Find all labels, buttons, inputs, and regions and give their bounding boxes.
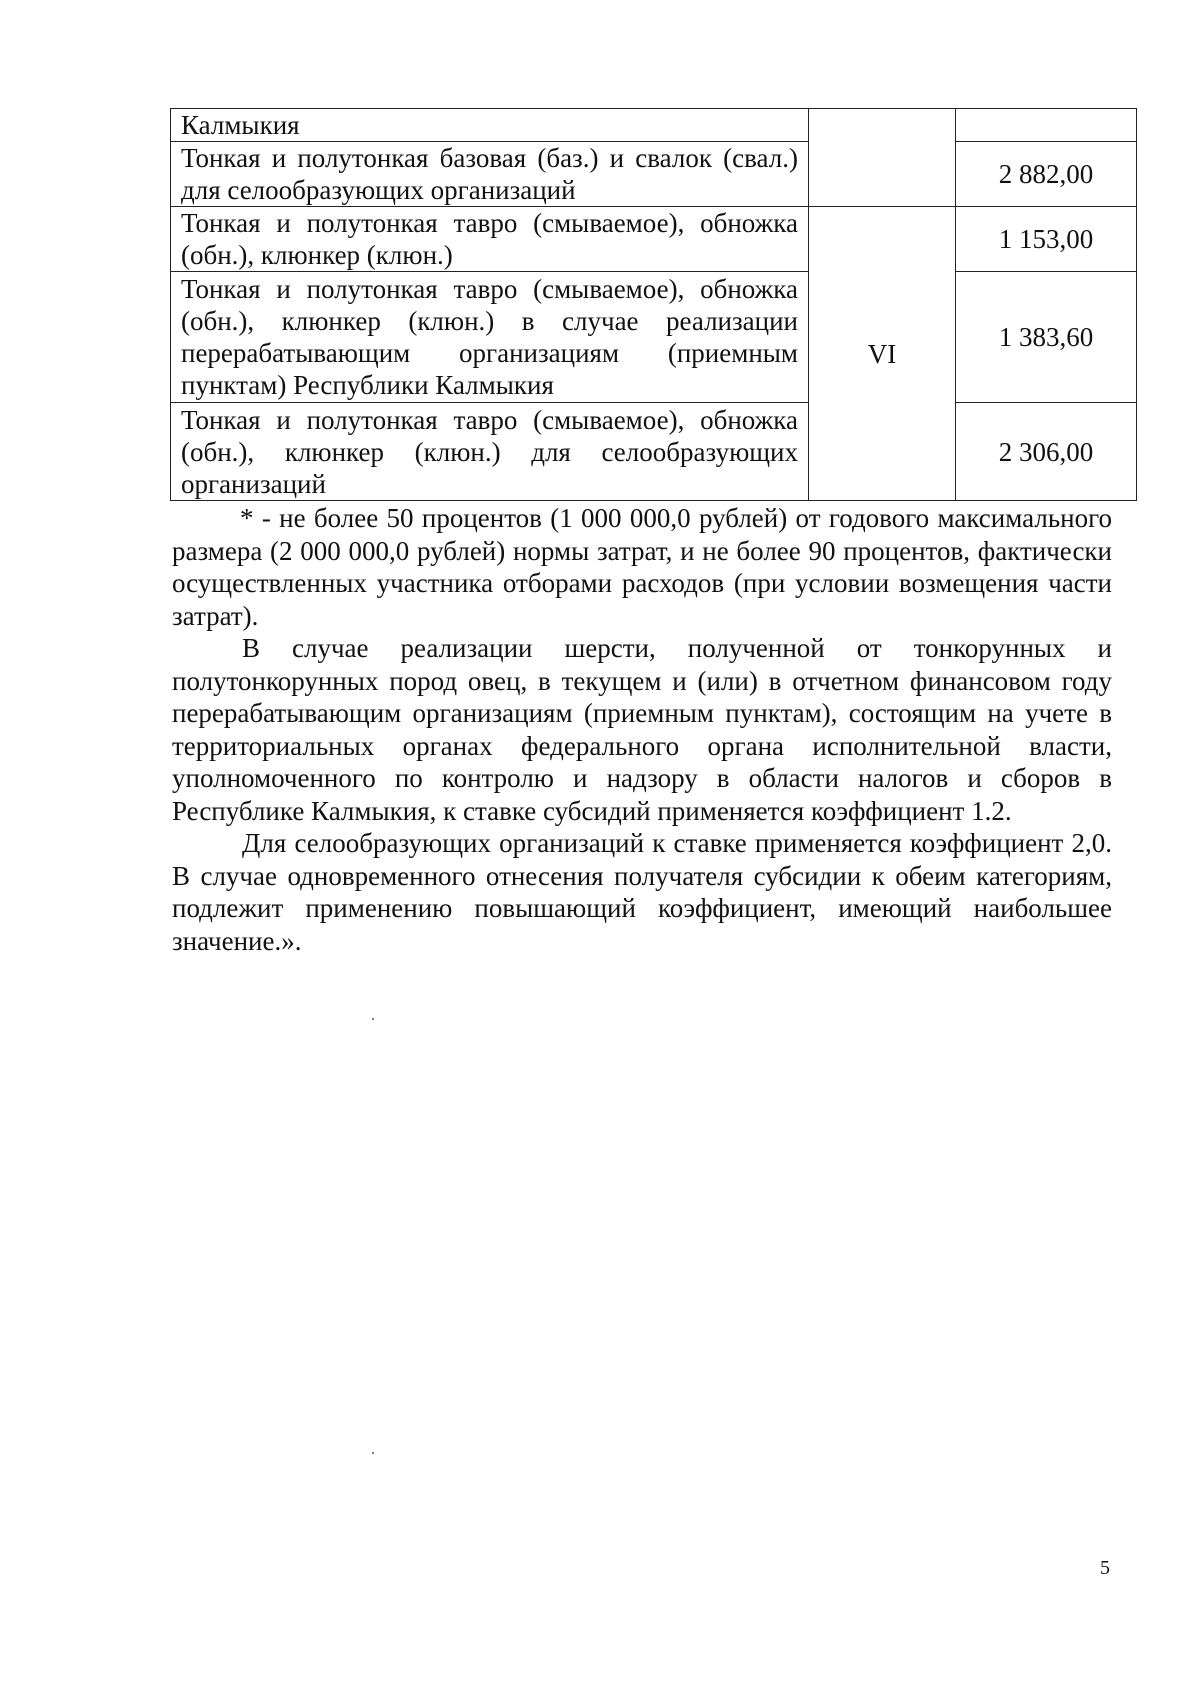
table-cell-rate: 1 153,00 bbox=[956, 207, 1137, 272]
table-cell-description: Тонкая и полутонкая базовая (баз.) и свалок (свал.) для селообразующих организаций bbox=[171, 142, 809, 207]
body-text bbox=[172, 502, 1112, 957]
scan-speck bbox=[372, 1018, 374, 1020]
table-cell-rate bbox=[956, 109, 1137, 142]
table-cell-rate: 1 383,60 bbox=[956, 272, 1137, 403]
table-row bbox=[171, 109, 1137, 142]
table-cell-description: Тонкая и полутонкая тавро (смываемое), обножка (обн.), клюнкер (клюн.) для селообразующих организаций bbox=[171, 403, 809, 501]
table-row bbox=[171, 207, 1137, 272]
table-cell-rate: 2 882,00 bbox=[956, 142, 1137, 207]
footnote-text: * - не более 50 процентов (1 000 000,0 рублей) от годового максимального размера (2 000 000,0 рублей) нормы затрат, и не более 90 процентов, фактически осуществленных участника отборами расходов (при условии возмещения части затрат). bbox=[172, 503, 1112, 631]
table-row bbox=[171, 272, 1137, 403]
table-cell-group-empty bbox=[809, 109, 956, 207]
table-cell-rate: 2 306,00 bbox=[956, 403, 1137, 501]
rates-table-container bbox=[170, 108, 1115, 501]
rates-table bbox=[170, 108, 1137, 501]
scan-speck bbox=[372, 1452, 374, 1454]
table-row bbox=[171, 403, 1137, 501]
table-row bbox=[171, 142, 1137, 207]
table-cell-description: Тонкая и полутонкая тавро (смываемое), обножка (обн.), клюнкер (клюн.) bbox=[171, 207, 809, 272]
table-cell-group: VI bbox=[809, 207, 956, 501]
page-number: 5 bbox=[1100, 1557, 1110, 1579]
paragraph-village-forming: Для селообразующих организаций к ставке применяется коэффициент 2,0. В случае одновременного отнесения получателя субсидии к обеим категориям, подлежит применению повышающий коэффициент, имеющий наибольшее значение.». bbox=[172, 828, 1112, 956]
table-cell-description: Тонкая и полутонкая тавро (смываемое), обножка (обн.), клюнкер (клюн.) в случае реализации перерабатывающим организациям (приемным пунктам) Республики Калмыкия bbox=[171, 272, 809, 403]
table-cell-description: Калмыкия bbox=[171, 109, 809, 142]
paragraph-coefficient: В случае реализации шерсти, полученной от тонкорунных и полутонкорунных пород овец, в текущем и (или) в отчетном финансовом году перерабатывающим организациям (приемным пунктам), состоящим на учете в территориальных органах федерального органа исполнительной власти, уполномоченного по контролю и надзору в области налогов и сборов в Республике Калмыкия, к ставке субсидий применяется коэффициент 1.2. bbox=[172, 633, 1112, 826]
